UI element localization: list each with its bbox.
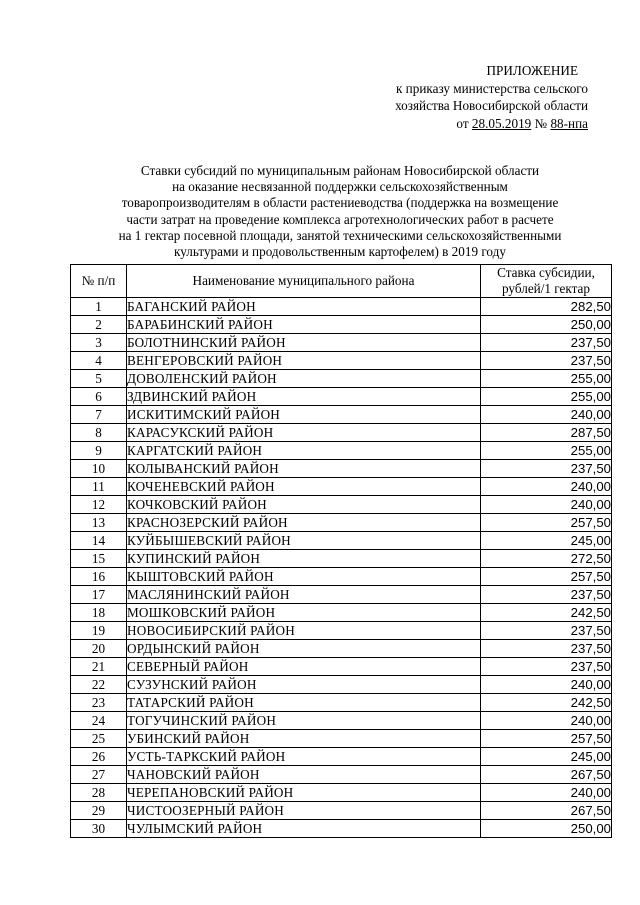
district-name: ДОВОЛЕНСКИЙ РАЙОН: [127, 370, 481, 388]
district-name: ЧАНОВСКИЙ РАЙОН: [127, 766, 481, 784]
district-name: КАРАСУКСКИЙ РАЙОН: [127, 424, 481, 442]
row-number: 13: [71, 514, 127, 532]
subsidy-rate: 237,50: [481, 640, 612, 658]
district-name: КЫШТОВСКИЙ РАЙОН: [127, 568, 481, 586]
table-row: [71, 298, 612, 316]
row-number: 14: [71, 532, 127, 550]
table-row: [71, 820, 612, 838]
table-row: [71, 748, 612, 766]
subsidy-rate: 237,50: [481, 334, 612, 352]
table-row: [71, 586, 612, 604]
subsidy-rate: 237,50: [481, 622, 612, 640]
title-line: части затрат на проведение комплекса агротехнологических работ в расчете: [126, 211, 554, 227]
table-row: [71, 694, 612, 712]
row-number: 30: [71, 820, 127, 838]
subsidy-rate: 242,50: [481, 604, 612, 622]
header-rate-line-2: рублей/1 гектар: [502, 281, 590, 296]
subsidy-rate: 245,00: [481, 748, 612, 766]
subsidy-rate: 257,50: [481, 568, 612, 586]
table-row: [71, 550, 612, 568]
title-line: Ставки субсидий по муниципальным районам Новосибирской области: [140, 163, 540, 178]
subsidy-rate: 242,50: [481, 694, 612, 712]
district-name: ЧЕРЕПАНОВСКИЙ РАЙОН: [127, 784, 481, 802]
district-name: СЕВЕРНЫЙ РАЙОН: [127, 658, 481, 676]
district-name: КОЧКОВСКИЙ РАЙОН: [127, 496, 481, 514]
row-number: 10: [71, 460, 127, 478]
row-number: 26: [71, 748, 127, 766]
district-name: ЧУЛЫМСКИЙ РАЙОН: [127, 820, 481, 838]
district-name: ТАТАРСКИЙ РАЙОН: [127, 694, 481, 712]
header-rate-line-1: Ставка субсидии,: [497, 265, 595, 280]
table-row: [71, 568, 612, 586]
subsidy-rate: 240,00: [481, 784, 612, 802]
row-number: 19: [71, 622, 127, 640]
annex-block: [395, 62, 588, 132]
order-date: 28.05.2019: [471, 115, 532, 131]
subsidy-rate: 240,00: [481, 676, 612, 694]
table-row: [71, 802, 612, 820]
title-line: на 1 гектар посевной площади, занятой техническими сельскохозяйственными: [118, 227, 562, 243]
row-number: 15: [71, 550, 127, 568]
table-row: [71, 604, 612, 622]
document-title: [70, 163, 610, 260]
district-name: УБИНСКИЙ РАЙОН: [127, 730, 481, 748]
title-line: на оказание несвязанной поддержки сельскохозяйственным: [172, 179, 508, 195]
row-number: 9: [71, 442, 127, 460]
row-number: 27: [71, 766, 127, 784]
subsidy-rate: 287,50: [481, 424, 612, 442]
table-row: [71, 532, 612, 550]
table-row: [71, 658, 612, 676]
table-row: [71, 442, 612, 460]
district-name: БАГАНСКИЙ РАЙОН: [127, 298, 481, 316]
district-name: ОРДЫНСКИЙ РАЙОН: [127, 640, 481, 658]
table-row: [71, 388, 612, 406]
header-rate: [481, 265, 612, 298]
table-row: [71, 514, 612, 532]
row-number: 7: [71, 406, 127, 424]
subsidy-rate: 250,00: [481, 820, 612, 838]
row-number: 2: [71, 316, 127, 334]
district-name: МОШКОВСКИЙ РАЙОН: [127, 604, 481, 622]
order-date-prefix: от: [456, 115, 472, 131]
subsidy-rate: 240,00: [481, 406, 612, 424]
table-row: [71, 712, 612, 730]
table-header-row: [71, 265, 612, 298]
order-number: 88-нпа: [550, 115, 588, 131]
table-row: [71, 316, 612, 334]
subsidy-rate: 267,50: [481, 802, 612, 820]
annex-line-2: хозяйства Новосибирской области: [395, 98, 588, 113]
row-number: 25: [71, 730, 127, 748]
table-row: [71, 622, 612, 640]
row-number: 1: [71, 298, 127, 316]
row-number: 6: [71, 388, 127, 406]
subsidy-rate: 237,50: [481, 460, 612, 478]
row-number: 24: [71, 712, 127, 730]
subsidy-rate: 255,00: [481, 388, 612, 406]
table-row: [71, 496, 612, 514]
district-name: МАСЛЯНИНСКИЙ РАЙОН: [127, 586, 481, 604]
table-row: [71, 334, 612, 352]
subsidy-rate: 250,00: [481, 316, 612, 334]
row-number: 16: [71, 568, 127, 586]
district-name: ЗДВИНСКИЙ РАЙОН: [127, 388, 481, 406]
subsidy-rate: 257,50: [481, 514, 612, 532]
table-row: [71, 784, 612, 802]
annex-heading: ПРИЛОЖЕНИЕ: [486, 63, 578, 78]
table-row: [71, 676, 612, 694]
row-number: 29: [71, 802, 127, 820]
table-row: [71, 640, 612, 658]
subsidy-rate: 272,50: [481, 550, 612, 568]
district-name: КРАСНОЗЕРСКИЙ РАЙОН: [127, 514, 481, 532]
district-name: ИСКИТИМСКИЙ РАЙОН: [127, 406, 481, 424]
subsidy-rate: 237,50: [481, 586, 612, 604]
title-line: культурами и продовольственным картофелем) в 2019 году: [174, 244, 506, 260]
table-row: [71, 766, 612, 784]
subsidy-rate: 282,50: [481, 298, 612, 316]
district-name: ТОГУЧИНСКИЙ РАЙОН: [127, 712, 481, 730]
row-number: 17: [71, 586, 127, 604]
district-name: СУЗУНСКИЙ РАЙОН: [127, 676, 481, 694]
subsidy-rate: 240,00: [481, 496, 612, 514]
row-number: 21: [71, 658, 127, 676]
row-number: 5: [71, 370, 127, 388]
subsidy-rate: 255,00: [481, 370, 612, 388]
district-name: УСТЬ-ТАРКСКИЙ РАЙОН: [127, 748, 481, 766]
district-name: КАРГАТСКИЙ РАЙОН: [127, 442, 481, 460]
district-name: ВЕНГЕРОВСКИЙ РАЙОН: [127, 352, 481, 370]
subsidy-rates-table: [70, 264, 612, 838]
header-number: № п/п: [71, 265, 127, 298]
subsidy-rate: 237,50: [481, 658, 612, 676]
row-number: 11: [71, 478, 127, 496]
row-number: 22: [71, 676, 127, 694]
subsidy-rate: 240,00: [481, 478, 612, 496]
district-name: ЧИСТООЗЕРНЫЙ РАЙОН: [127, 802, 481, 820]
subsidy-rate: 245,00: [481, 532, 612, 550]
row-number: 8: [71, 424, 127, 442]
row-number: 28: [71, 784, 127, 802]
row-number: 23: [71, 694, 127, 712]
subsidy-rate: 257,50: [481, 730, 612, 748]
table-row: [71, 730, 612, 748]
district-name: БАРАБИНСКИЙ РАЙОН: [127, 316, 481, 334]
subsidy-rate: 240,00: [481, 712, 612, 730]
row-number: 12: [71, 496, 127, 514]
subsidy-rate: 267,50: [481, 766, 612, 784]
row-number: 18: [71, 604, 127, 622]
table-row: [71, 460, 612, 478]
header-district-name: Наименование муниципального района: [127, 265, 481, 298]
table-row: [71, 370, 612, 388]
row-number: 20: [71, 640, 127, 658]
annex-order-line: [395, 115, 588, 133]
annex-line-1: к приказу министерства сельского: [395, 80, 588, 96]
title-line: товаропроизводителям в области растениеводства (поддержка на возмещение: [121, 195, 559, 211]
district-name: КОЛЫВАНСКИЙ РАЙОН: [127, 460, 481, 478]
district-name: БОЛОТНИНСКИЙ РАЙОН: [127, 334, 481, 352]
table-row: [71, 406, 612, 424]
district-name: КУПИНСКИЙ РАЙОН: [127, 550, 481, 568]
district-name: КОЧЕНЕВСКИЙ РАЙОН: [127, 478, 481, 496]
table-row: [71, 352, 612, 370]
row-number: 4: [71, 352, 127, 370]
district-name: КУЙБЫШЕВСКИЙ РАЙОН: [127, 532, 481, 550]
district-name: НОВОСИБИРСКИЙ РАЙОН: [127, 622, 481, 640]
table-row: [71, 478, 612, 496]
table-row: [71, 424, 612, 442]
order-number-sign: №: [531, 115, 551, 131]
row-number: 3: [71, 334, 127, 352]
subsidy-rate: 237,50: [481, 352, 612, 370]
subsidy-rate: 255,00: [481, 442, 612, 460]
